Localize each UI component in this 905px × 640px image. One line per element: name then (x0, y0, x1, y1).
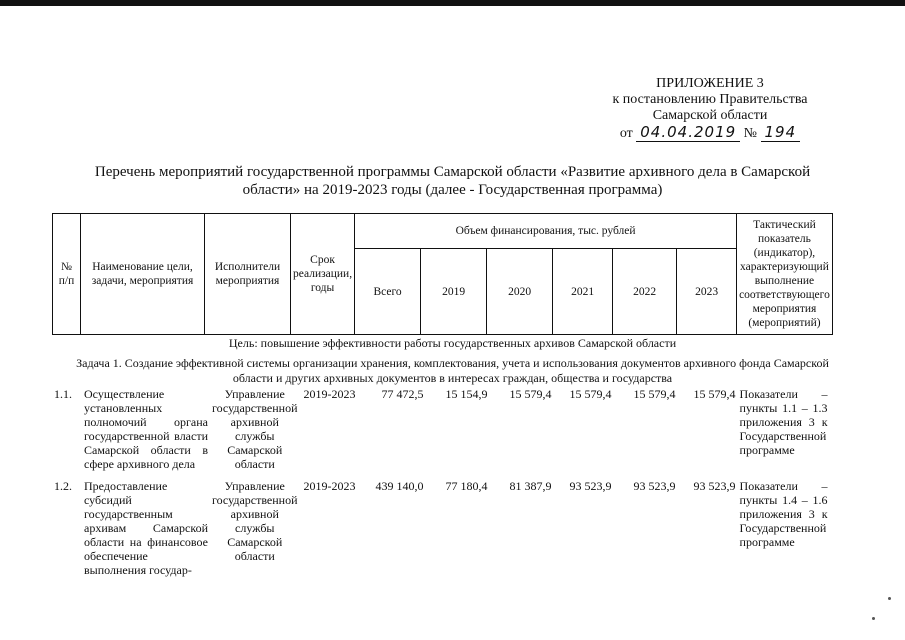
row-period: 2019-2023 (303, 387, 356, 401)
col-year-2020: 2020 (487, 249, 553, 335)
col-executors: Исполнители мероприятия (205, 214, 291, 335)
appendix-date-line (560, 124, 860, 142)
row-2021: 93 523,9 (569, 479, 612, 493)
row-2019: 15 154,9 (445, 387, 488, 401)
row-name: Предоставление субсидий государственным архивам Самарской области на финансовое обеспечение выполнения государ- (84, 479, 208, 577)
row-2022: 15 579,4 (633, 387, 676, 401)
col-year-2023: 2023 (677, 249, 737, 335)
col-year-2019: 2019 (421, 249, 487, 335)
row-2022: 93 523,9 (633, 479, 676, 493)
row-2020: 15 579,4 (509, 387, 552, 401)
handwritten-date: 04.04.2019 (636, 123, 740, 142)
row-executor: Управление государственной архивной службы Самарской области (212, 479, 298, 563)
header-table (52, 213, 833, 335)
appendix-title: ПРИЛОЖЕНИЕ 3 (656, 76, 764, 91)
document-title (40, 163, 865, 199)
title-line-2: области» на 2019-2023 годы (далее - Государственная программа) (242, 182, 663, 198)
measures-table (52, 387, 830, 577)
row-2019: 77 180,4 (445, 479, 488, 493)
row-2021: 15 579,4 (569, 387, 612, 401)
row-num: 1.1. (54, 387, 72, 401)
row-executor: Управление государственной архивной службы Самарской области (212, 387, 298, 471)
col-total: Всего (355, 249, 421, 335)
row-indicator: Показатели – пункты 1.1 – 1.3 приложения 3 к Государственной программе (739, 387, 828, 457)
col-funding: Объем финансирования, тыс. рублей (355, 214, 737, 249)
appendix-header (560, 76, 860, 142)
col-indicator: Тактический показатель (индикатор), характеризующий выполнение соответствующего мероприятия (мероприятий) (737, 214, 833, 335)
row-2020: 81 387,9 (509, 479, 552, 493)
appendix-region: Самарской области (652, 108, 768, 123)
col-period: Срок реализации, годы (291, 214, 355, 335)
task-line (40, 356, 865, 386)
row-num: 1.2. (54, 479, 72, 493)
col-name: Наименование цели, задачи, мероприятия (81, 214, 205, 335)
table-row (52, 471, 830, 577)
row-indicator: Показатели – пункты 1.4 – 1.6 приложения 3 к Государственной программе (739, 479, 828, 549)
scan-top-border (0, 0, 905, 6)
date-prefix: от (619, 126, 633, 141)
goal-line: Цель: повышение эффективности работы государственных архивов Самарской области (228, 336, 677, 350)
number-prefix: № (743, 126, 758, 141)
table-row (52, 387, 830, 471)
row-name: Осуществление установленных полномочий органа государственной власти Самарской области в сфере архивного дела (84, 387, 208, 471)
scan-speck (872, 617, 875, 620)
row-2023: 15 579,4 (693, 387, 736, 401)
col-year-2021: 2021 (553, 249, 613, 335)
row-2023: 93 523,9 (693, 479, 736, 493)
appendix-resolution: к постановлению Правительства (612, 92, 808, 107)
col-num: № п/п (53, 214, 81, 335)
row-total: 439 140,0 (375, 479, 424, 493)
handwritten-number: 194 (761, 123, 801, 142)
scan-speck (888, 597, 891, 600)
row-period: 2019-2023 (303, 479, 356, 493)
task-line-2: области и других архивных документов в интересах граждан, общества и государства (232, 371, 673, 385)
task-line-1: Задача 1. Создание эффективной системы организации хранения, комплектования, учета и использования документов архивного фонда Самарской (76, 356, 829, 370)
row-total: 77 472,5 (381, 387, 424, 401)
title-line-1: Перечень мероприятий государственной программы Самарской области «Развитие архивного дела в Самарской (94, 164, 811, 180)
col-year-2022: 2022 (613, 249, 677, 335)
